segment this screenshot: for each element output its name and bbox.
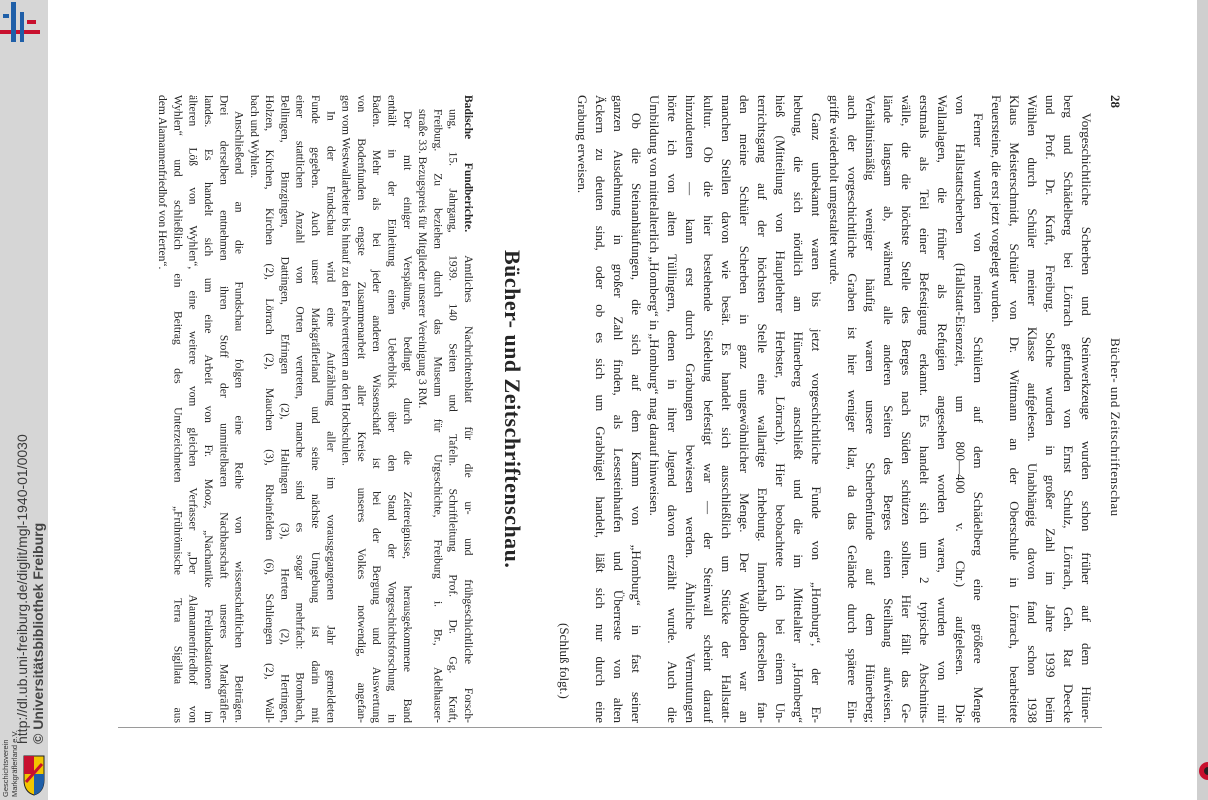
article-text-line: Feuersteine, die erst jetzt vorgelegt wurden. bbox=[989, 95, 1004, 323]
article-text-line: hebung, die sich nördlich am Hünerberg anschließt und die im Mittelalter „Homberg“ bbox=[791, 95, 806, 723]
article-text-line: Verhältnismäßig weniger häufig waren unsere Scherbenfunde auf dem Hünerberg; bbox=[863, 95, 878, 723]
article-text-line: Äckern zu deuten sind, oder ob es sich um Grabhügel handelt, läßt sich nur durch eine bbox=[593, 95, 608, 723]
review-text-line: Funde gegeben. Auch unser Markgräflerland und seine nächste Umgebung ist darin mit bbox=[309, 95, 322, 723]
viewer-watermark bbox=[14, 244, 46, 744]
review-text-line bbox=[460, 95, 475, 723]
review-text-line: Freiburg. Zu beziehen durch das Museum für Urgeschichte, Freiburg i. Br., Adelhauser- bbox=[431, 109, 444, 723]
review-text-line: enthält in der Einleitung einen Ueberblick über den Stand der Vorgeschichtsforschung in bbox=[385, 95, 398, 723]
article-text-line: und Prof. Dr. Kraft, Freiburg. Solche wurden in großer Zahl im Jahre 1939 beim bbox=[1043, 95, 1058, 723]
article-text-line: terrichtsgang auf der höchsten Stelle eine wallartige Erhebung. Innerhalb derselben fan- bbox=[755, 95, 770, 723]
article-text-line: wälle, die die höchste Stelle des Berges nach Süden schützen sollten. Hier fällt das Ge- bbox=[899, 95, 914, 723]
article-paragraph bbox=[645, 95, 825, 723]
article-text-line: hinzudeuten — kann erst durch Grabungen bewiesen werden. Ähnliche Vermutungen bbox=[683, 95, 698, 723]
article-text-line: hörte ich von alten Tüllingern, denen in ihrer Jugend davon erzählt wurde. Auch die bbox=[665, 95, 680, 723]
coat-of-arms-icon bbox=[22, 752, 46, 796]
article-text-line: Ob die Steinanhäufungen, die sich auf dem Kamm von „Homburg“ in fast seiner bbox=[629, 113, 644, 723]
article-text-line: berg und Schädelberg bei Lörrach gefunden von Ernst Schulz, Lörrach, Geh. Rat Deecke bbox=[1061, 95, 1076, 723]
review-text-line: straße 33. Bezugspreis für Mitglieder unserer Vereinigung 3 RM. bbox=[416, 109, 429, 409]
article-paragraph bbox=[825, 95, 987, 723]
article-text-line: den meine Schüler Scherben in ganz ungewöhnlicher Menge. Der Waldboden war an bbox=[737, 95, 752, 723]
review-text-line: Bellingen, Binzgingen, Dattingen, Efringen (2), Haltingen (3), Herten (2), Hertingen, bbox=[278, 95, 291, 723]
society-label bbox=[1, 693, 19, 797]
article-text-line: Klaus Meisterschmidt, Schüler von Dr. Wittmann an der Oberschule in Lörrach, bearbeitete bbox=[1007, 95, 1022, 723]
article-text-line: Wühlen durch Schüler meiner Klasse aufgelesen. Unabhängig davon fand schon 1938 bbox=[1025, 95, 1040, 723]
review-text-line: gen vom Westwallarbeiter bis hinauf zu den Fachvertretern an den Hochschulen. bbox=[339, 95, 352, 466]
article-paragraph bbox=[573, 95, 645, 723]
viewer-left-sidebar bbox=[0, 0, 48, 800]
article-text-line: auch der vorgeschichtliche Graben ist hier weniger klar, da das Gelände durch spätere Ein- bbox=[845, 95, 860, 723]
library-logo-icon[interactable] bbox=[0, 0, 42, 46]
review-text-line: Baden. Mehr als bei jeder anderen Wissenschaft ist bei der Bergung und Auswertung bbox=[370, 95, 383, 723]
review-publication-title: Badische Fundberichte. bbox=[462, 95, 474, 233]
article-text-line: Ganz unbekannt waren bis jetzt vorgeschichtliche Funde von „Homburg“, der Er- bbox=[809, 113, 824, 723]
review-text-line: Der mit einiger Verspätung, bedingt durch die Zeitereignisse, herausgekommene Band bbox=[400, 111, 413, 723]
continuation-note: (Schluß folgt.) bbox=[557, 623, 572, 699]
copyright-notice: © Universitätsbibliothek Freiburg bbox=[30, 522, 46, 744]
document-url[interactable]: http://dl.ub.uni-freiburg.de/diglit/mgl-1940-01/0030 bbox=[14, 434, 30, 744]
scroll-marker-icon[interactable] bbox=[1197, 760, 1208, 782]
review-text-line: ung, 15. Jahrgang, 1939. 140 Seiten und Tafeln. Schriftleitung Prof. Dr. Gg. Kraft, bbox=[446, 109, 459, 723]
article-continuation bbox=[555, 95, 1095, 723]
article-text-line: kultur. Ob die hier bestehende Siedelung befestigt war — der Steinwall scheint darauf bbox=[701, 95, 716, 723]
article-text-line: erstmals als Teil einer Befestigung erkannt. Es handelt sich um 2 typische Abschnitts- bbox=[917, 95, 932, 723]
society-name-line-2: Markgräflerland e.V. bbox=[10, 730, 19, 797]
review-text-line: Wyhlen“ und schließlich ein Beitrag des Unterzeichneten „Frührömische Terra Sigillata aus bbox=[171, 95, 184, 723]
running-title: Bücher- und Zeitschriftenschau bbox=[1108, 338, 1123, 517]
article-text-line: von Hallstattscherben (Hallstatt-Eisenzeit, um 800—400 v. Chr.) aufgelesen. Die bbox=[953, 95, 968, 723]
article-text-line: Vorgeschichtliche Scherben und Steinwerkzeuge wurden schon früher auf dem Hüner- bbox=[1079, 113, 1094, 723]
review-paragraph bbox=[154, 95, 246, 723]
review-text-line: einer stattlichen Anzahl von Orten vertreten, manche sind es sogar mehrfach: Brombach, bbox=[293, 95, 306, 723]
article-text-line: Ferner wurden von meinen Schülern auf dem Schädelberg eine größere Menge bbox=[971, 113, 986, 723]
document-page bbox=[48, 0, 1197, 800]
article-text-line: Umbildung von mittelalterlich „Homberg“ in „Homburg“ mag darauf hinweisen. bbox=[647, 95, 662, 516]
running-header bbox=[1105, 95, 1125, 723]
review-text-line: In der Fundschau wird eine Aufzählung aller im vorausgegangenen Jahr gemeldeten bbox=[324, 111, 337, 723]
review-text-line: landes. Es handelt sich um eine Arbeit von Fr. Mooz, „Nachantike Freilandstationen im bbox=[201, 95, 214, 723]
review-text-line: bach und Wyhlen. bbox=[247, 95, 260, 179]
article-text-line: griffe wiederholt umgestaltet wurde. bbox=[827, 95, 842, 285]
section-heading: Bücher- und Zeitschriftenschau. bbox=[500, 249, 525, 569]
review-text-line: dem Alamannenfriedhof von Herten“. bbox=[156, 95, 169, 270]
article-text-line: hieß (Mitteilung von Hauptlehrer Herbster, Lörrach). Hier beobachtete ich bei einem Un- bbox=[773, 95, 788, 723]
review-paragraph bbox=[414, 95, 475, 723]
review-text-line: Holzen, Kirchen, Kirchen (2), Lörrach (2), Mauchen (3), Rheinfelden (6), Schliengen (2), Wall- bbox=[263, 95, 276, 723]
review-citation-text: Amtliches Nachrichtenblatt für die ur- und frühgeschichtliche Forsch- bbox=[462, 232, 474, 723]
article-text-line: Grabung erweisen. bbox=[575, 95, 590, 194]
article-text-line: ganzen Ausdehnung in großer Zahl finden, als Lesesteinhaufen und Überreste von alten bbox=[611, 95, 626, 723]
viewer-right-edge bbox=[1197, 0, 1208, 800]
review-text-line: von Bodenfunden engste Zusammenarbeit aller Kreise unseres Volkes notwendig, angefan- bbox=[354, 95, 367, 723]
article-text-line: Wallanlagen, die früher als Refugien angesehen worden waren, wurden von mir bbox=[935, 95, 950, 723]
page-rule bbox=[118, 727, 1102, 728]
review-text-line: älteren Löß von Wyhlen“, eine weitere vom gleichen Verfasser „Der Alamannenfriedhof von bbox=[186, 95, 199, 723]
review-text-line: Drei derselben entnehmen ihren Stoff der unmittelbaren Nachbarschaft unseres Markgräfler- bbox=[217, 95, 230, 723]
page-text bbox=[120, 95, 1125, 723]
article-text-line: manchen Stellen davon wie besät. Es handelt sich ausschließlich um Stücke der Hallstatt- bbox=[719, 95, 734, 723]
review-paragraph bbox=[246, 95, 338, 723]
page-number: 28 bbox=[1108, 95, 1123, 108]
article-text-line: lände langsam ab, während alle anderen Seiten des Berges einen Steilhang aufweisen. bbox=[881, 95, 896, 723]
review-text-line: Anschließend an die Fundschau folgen eine Reihe von wissenschaftlichen Beiträgen. bbox=[232, 111, 245, 723]
book-review bbox=[154, 95, 475, 723]
article-paragraph bbox=[987, 95, 1095, 723]
review-paragraph bbox=[337, 95, 413, 723]
society-name-line-1: Geschichtsverein bbox=[1, 739, 10, 797]
